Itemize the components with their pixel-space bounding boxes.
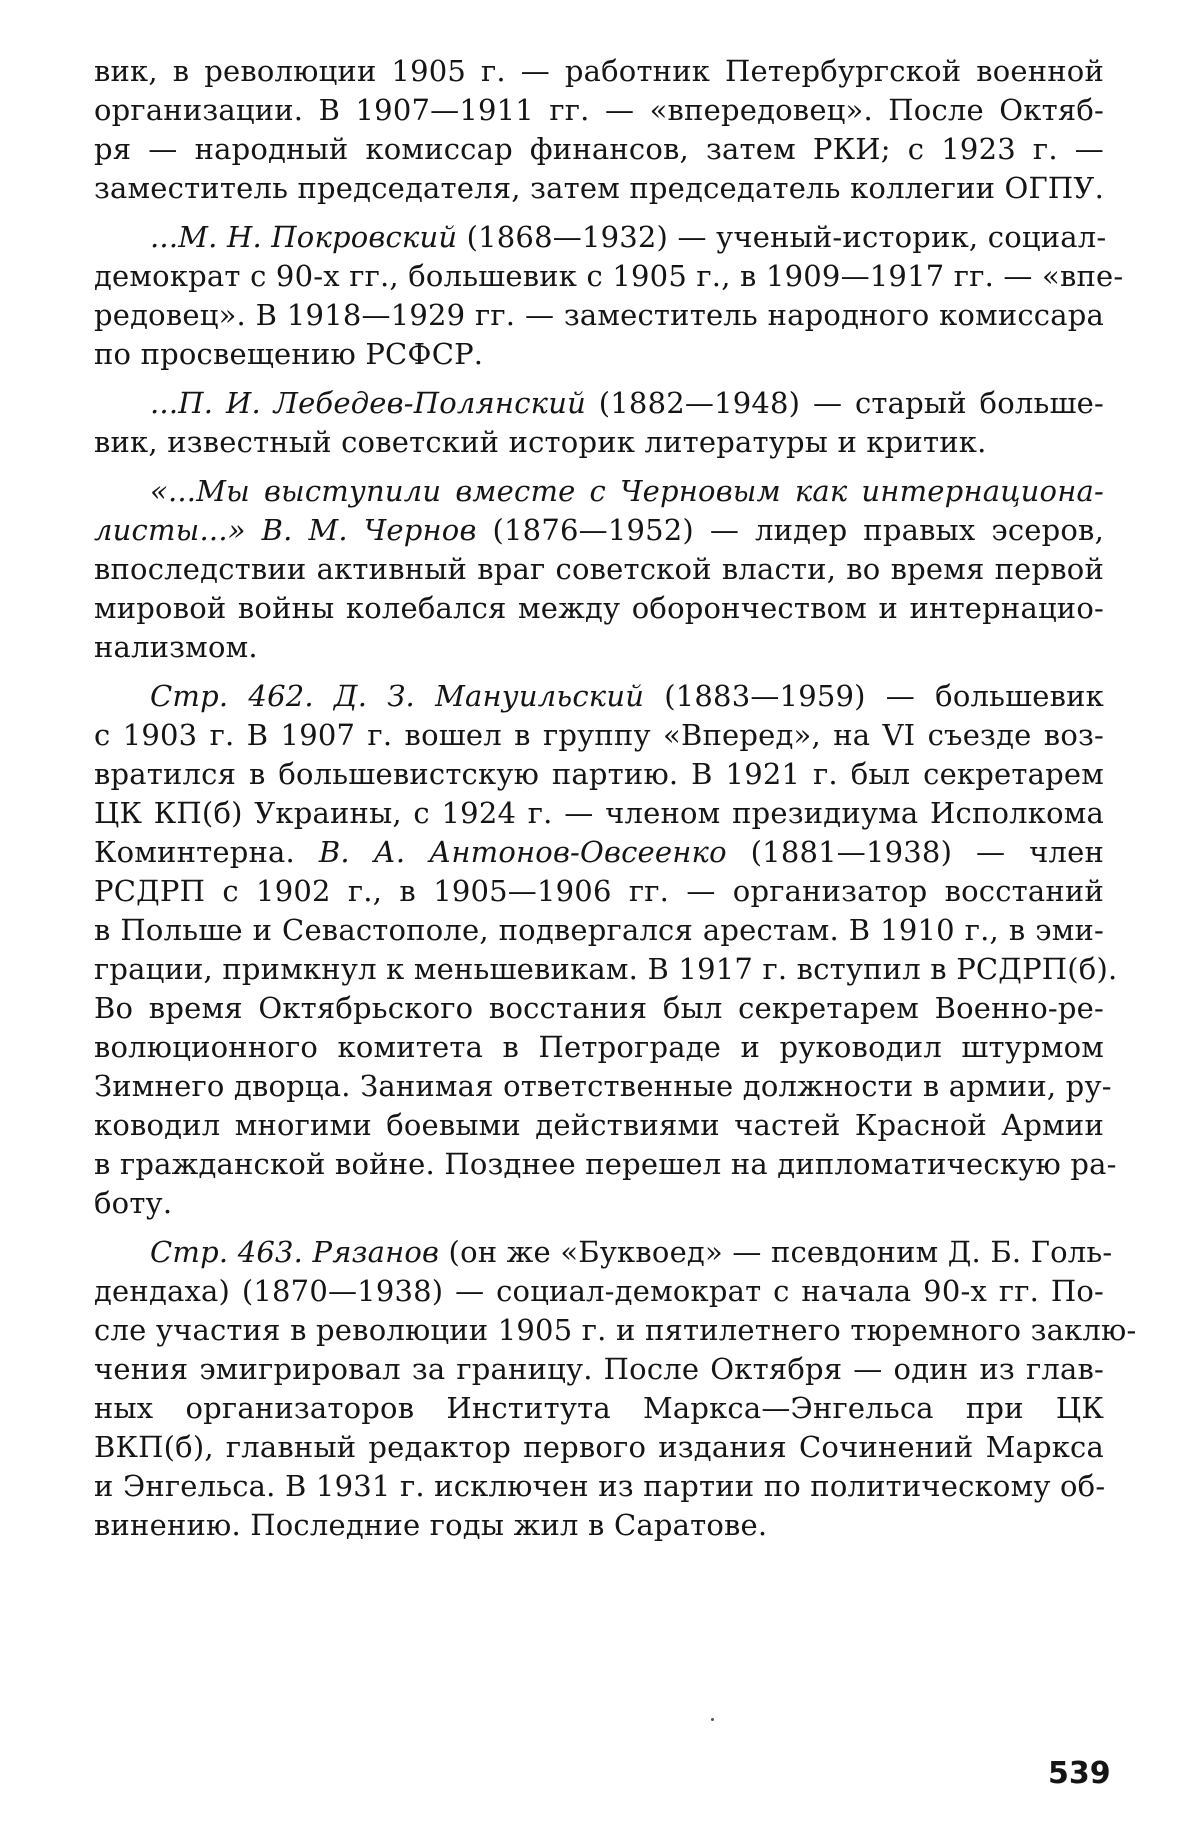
- text-run: ЦК КП(б) Украины, с 1924 г. — членом президиума Исполкома: [94, 796, 1104, 830]
- text-line: [94, 1350, 1104, 1389]
- text-run: демократ с 90-х гг., большевик с 1905 г., в 1909—1917 гг. — «впе-: [94, 259, 1123, 293]
- text-line: [94, 550, 1104, 589]
- text-line: [94, 989, 1104, 1028]
- text-line: [94, 1389, 1104, 1428]
- text-run: (1883—1959) — большевик: [644, 679, 1104, 713]
- page-number: 539: [1048, 1756, 1111, 1791]
- text-run: (1876—1952) — лидер правых эсеров,: [477, 513, 1104, 547]
- text-run: (1881—1938) — член: [727, 835, 1104, 869]
- text-run: (1882—1948) — старый больше-: [586, 386, 1104, 420]
- paragraph-2: [94, 218, 1104, 374]
- text-run: ВКП(б), главный редактор первого издания Сочинений Маркса: [94, 1430, 1104, 1464]
- italic-name: ...М. Н. Покровский: [150, 220, 457, 254]
- text-run: мировой войны колебался между оборончеством и интернацио-: [94, 591, 1104, 625]
- text-line: [94, 169, 1104, 208]
- text-run: в Польше и Севастополе, подвергался арестам. В 1910 г., в эми-: [94, 913, 1104, 947]
- text-run: заместитель председателя, затем председатель коллегии ОГПУ.: [94, 171, 1104, 205]
- text-run: дендаха) (1870—1938) — социал-демократ с начала 90-х гг. По-: [94, 1274, 1104, 1308]
- text-line: [94, 1028, 1104, 1067]
- text-run: по просвещению РСФСР.: [94, 337, 483, 371]
- text-run: и Энгельса. В 1931 г. исключен из партии по политическому об-: [94, 1469, 1105, 1503]
- text-line: [94, 1272, 1104, 1311]
- italic-name: Стр. 462. Д. З. Мануильский: [150, 679, 644, 713]
- text-line: [94, 628, 1104, 667]
- text-line: [94, 1145, 1104, 1184]
- text-line: [94, 52, 1104, 91]
- text-line: [94, 423, 1104, 462]
- text-line: [94, 794, 1104, 833]
- text-line: [94, 716, 1104, 755]
- paragraph-6: [94, 1233, 1104, 1545]
- italic-name: ...П. И. Лебедев-Полянский: [150, 386, 586, 420]
- text-run: (1868—1932) — ученый-историк, социал-: [457, 220, 1106, 254]
- text-line: [94, 1311, 1104, 1350]
- text-run: Во время Октябрьского восстания был секретарем Военно-ре-: [94, 991, 1104, 1025]
- text-run: вик, в революции 1905 г. — работник Петербургской военной: [94, 54, 1104, 88]
- text-run: организации. В 1907—1911 гг. — «впередовец». После Октяб-: [94, 93, 1104, 127]
- paragraph-4: [94, 472, 1104, 667]
- text-line: [94, 833, 1104, 872]
- text-line: [94, 1184, 1104, 1223]
- text-run: ных организаторов Института Маркса—Энгельса при ЦК: [94, 1391, 1104, 1425]
- text-line: [94, 1067, 1104, 1106]
- text-run: впоследствии активный враг советской власти, во время первой: [94, 552, 1104, 586]
- print-speck: [711, 1718, 714, 1721]
- text-run: вратился в большевистскую партию. В 1921 г. был секретарем: [94, 757, 1104, 791]
- text-line: [94, 911, 1104, 950]
- text-line: [94, 218, 1104, 257]
- text-run: ря — народный комиссар финансов, затем РКИ; с 1923 г. —: [94, 132, 1104, 166]
- text-run: волюционного комитета в Петрограде и руководил штурмом: [94, 1030, 1104, 1064]
- italic-name: листы...» В. М. Чернов: [94, 513, 477, 547]
- text-line: [94, 384, 1104, 423]
- text-line: [94, 335, 1104, 374]
- text-line: [94, 511, 1104, 550]
- text-line: [94, 257, 1104, 296]
- paragraph-1: [94, 52, 1104, 208]
- text-line: [94, 1106, 1104, 1145]
- text-run: ководил многими боевыми действиями частей Красной Армии: [94, 1108, 1104, 1142]
- text-run: сле участия в революции 1905 г. и пятилетнего тюремного заклю-: [94, 1313, 1136, 1347]
- text-line: [94, 1467, 1104, 1506]
- text-run: редовец». В 1918—1929 гг. — заместитель народного комиссара: [94, 298, 1104, 332]
- text-run: с 1903 г. В 1907 г. вошел в группу «Вперед», на VI съезде воз-: [94, 718, 1104, 752]
- text-line: [94, 589, 1104, 628]
- text-run: в гражданской войне. Позднее перешел на дипломатическую ра-: [94, 1147, 1117, 1181]
- text-line: [94, 1233, 1104, 1272]
- text-run: вик, известный советский историк литературы и критик.: [94, 425, 987, 459]
- page-body: [94, 52, 1104, 1555]
- text-run: нализмом.: [94, 630, 258, 664]
- italic-name: Стр. 463. Рязанов: [150, 1235, 439, 1269]
- text-line: [94, 677, 1104, 716]
- text-line: [94, 130, 1104, 169]
- italic-name: В. А. Антонов-Овсеенко: [319, 835, 727, 869]
- text-run: Зимнего дворца. Занимая ответственные должности в армии, ру-: [94, 1069, 1112, 1103]
- text-run: боту.: [94, 1186, 172, 1220]
- text-line: [94, 755, 1104, 794]
- text-line: [94, 950, 1104, 989]
- text-line: [94, 296, 1104, 335]
- text-line: [94, 872, 1104, 911]
- text-run: винению. Последние годы жил в Саратове.: [94, 1508, 767, 1542]
- text-line: [94, 1428, 1104, 1467]
- text-run: грации, примкнул к меньшевикам. В 1917 г. вступил в РСДРП(б).: [94, 952, 1117, 986]
- text-run: (он же «Буквоед» — псевдоним Д. Б. Голь-: [439, 1235, 1112, 1269]
- text-run: РСДРП с 1902 г., в 1905—1906 гг. — организатор восстаний: [94, 874, 1104, 908]
- paragraph-3: [94, 384, 1104, 462]
- text-line: [94, 472, 1104, 511]
- text-line: [94, 91, 1104, 130]
- paragraph-5: [94, 677, 1104, 1223]
- text-run: чения эмигрировал за границу. После Октября — один из глав-: [94, 1352, 1104, 1386]
- text-line: [94, 1506, 1104, 1545]
- text-run: Коминтерна.: [94, 835, 319, 869]
- italic-quote: «...Мы выступили вместе с Черновым как интернациона-: [150, 474, 1104, 508]
